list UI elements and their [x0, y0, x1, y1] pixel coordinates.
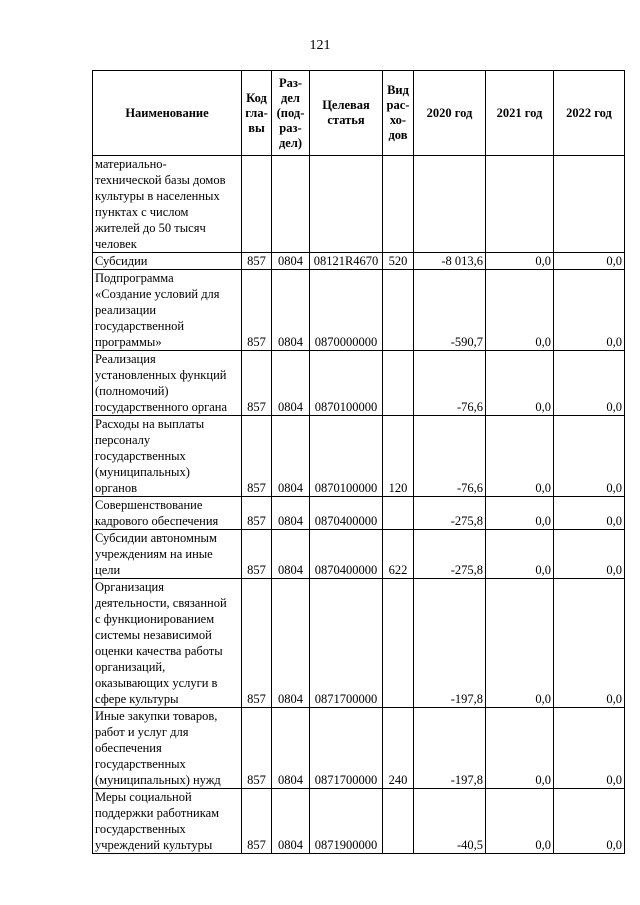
table-row [93, 270, 625, 351]
cell-year-2022: 0,0 [554, 416, 625, 497]
cell-target-article: 0870400000 [310, 497, 383, 530]
cell-year-2021: 0,0 [486, 530, 554, 579]
header-section: Раз- дел (под- раз- дел) [272, 71, 310, 156]
cell-chapter-code: 857 [242, 497, 272, 530]
cell-chapter-code: 857 [242, 579, 272, 708]
table-row [93, 579, 625, 708]
cell-chapter-code: 857 [242, 416, 272, 497]
cell-year-2020 [414, 156, 486, 253]
cell-year-2022: 0,0 [554, 253, 625, 270]
table-row [93, 789, 625, 854]
cell-chapter-code [242, 156, 272, 253]
cell-year-2021: 0,0 [486, 351, 554, 416]
header-year-2022: 2022 год [554, 71, 625, 156]
cell-year-2021: 0,0 [486, 789, 554, 854]
cell-target-article: 0871700000 [310, 708, 383, 789]
cell-year-2022: 0,0 [554, 579, 625, 708]
table-row [93, 497, 625, 530]
cell-year-2022: 0,0 [554, 270, 625, 351]
cell-expense-type: 520 [383, 253, 414, 270]
cell-section [272, 156, 310, 253]
cell-chapter-code: 857 [242, 789, 272, 854]
cell-year-2021 [486, 156, 554, 253]
table-header-row [93, 71, 625, 156]
cell-section: 0804 [272, 579, 310, 708]
cell-section: 0804 [272, 497, 310, 530]
cell-year-2020: -8 013,6 [414, 253, 486, 270]
cell-year-2021: 0,0 [486, 579, 554, 708]
cell-section: 0804 [272, 416, 310, 497]
cell-year-2021: 0,0 [486, 708, 554, 789]
table-row [93, 416, 625, 497]
cell-expense-type: 240 [383, 708, 414, 789]
cell-name: Меры социальной поддержки работникам государственных учреждений культуры [93, 789, 242, 854]
cell-name: Расходы на выплаты персоналу государственных (муниципальных) органов [93, 416, 242, 497]
budget-table [92, 70, 625, 854]
cell-year-2020: -197,8 [414, 579, 486, 708]
page-number: 121 [309, 38, 331, 53]
cell-year-2020: -197,8 [414, 708, 486, 789]
cell-target-article: 0870400000 [310, 530, 383, 579]
cell-target-article: 08121R4670 [310, 253, 383, 270]
cell-name: Субсидии [93, 253, 242, 270]
cell-section: 0804 [272, 789, 310, 854]
cell-chapter-code: 857 [242, 708, 272, 789]
cell-target-article: 0870100000 [310, 416, 383, 497]
cell-section: 0804 [272, 530, 310, 579]
cell-target-article: 0870000000 [310, 270, 383, 351]
cell-year-2021: 0,0 [486, 270, 554, 351]
cell-expense-type [383, 351, 414, 416]
cell-expense-type [383, 789, 414, 854]
cell-year-2020: -275,8 [414, 530, 486, 579]
cell-expense-type [383, 270, 414, 351]
cell-name: Реализация установленных функций (полномочий) государственного органа [93, 351, 242, 416]
table-row [93, 156, 625, 253]
header-expense-type: Вид рас- хо- дов [383, 71, 414, 156]
cell-year-2022: 0,0 [554, 351, 625, 416]
header-chapter-code: Код гла- вы [242, 71, 272, 156]
cell-chapter-code: 857 [242, 530, 272, 579]
cell-name: Совершенствование кадрового обеспечения [93, 497, 242, 530]
cell-chapter-code: 857 [242, 351, 272, 416]
cell-expense-type: 120 [383, 416, 414, 497]
cell-year-2022: 0,0 [554, 708, 625, 789]
table-row [93, 351, 625, 416]
cell-year-2020: -275,8 [414, 497, 486, 530]
table-row [93, 708, 625, 789]
cell-year-2020: -76,6 [414, 416, 486, 497]
cell-name: Подпрограмма «Создание условий для реализации государственной программы» [93, 270, 242, 351]
cell-target-article: 0871900000 [310, 789, 383, 854]
cell-chapter-code: 857 [242, 270, 272, 351]
cell-year-2020: -40,5 [414, 789, 486, 854]
cell-expense-type: 622 [383, 530, 414, 579]
cell-year-2022: 0,0 [554, 789, 625, 854]
cell-section: 0804 [272, 351, 310, 416]
cell-year-2020: -76,6 [414, 351, 486, 416]
cell-year-2021: 0,0 [486, 416, 554, 497]
cell-expense-type [383, 497, 414, 530]
cell-year-2020: -590,7 [414, 270, 486, 351]
cell-year-2021: 0,0 [486, 253, 554, 270]
cell-name: Иные закупки товаров, работ и услуг для обеспечения государственных (муниципальных) нужд [93, 708, 242, 789]
cell-year-2022 [554, 156, 625, 253]
header-target-article: Целевая статья [310, 71, 383, 156]
cell-year-2021: 0,0 [486, 497, 554, 530]
cell-year-2022: 0,0 [554, 530, 625, 579]
cell-name: материально- технической базы домов культуры в населенных пунктах с числом жителей до 50 тысяч человек [93, 156, 242, 253]
cell-section: 0804 [272, 270, 310, 351]
cell-section: 0804 [272, 708, 310, 789]
cell-expense-type [383, 579, 414, 708]
cell-expense-type [383, 156, 414, 253]
cell-section: 0804 [272, 253, 310, 270]
header-name: Наименование [93, 71, 242, 156]
header-year-2021: 2021 год [486, 71, 554, 156]
cell-target-article [310, 156, 383, 253]
cell-chapter-code: 857 [242, 253, 272, 270]
header-year-2020: 2020 год [414, 71, 486, 156]
cell-name: Организация деятельности, связанной с функционированием системы независимой оценки качества работы организаций, оказывающих услуги в сфере культуры [93, 579, 242, 708]
cell-target-article: 0870100000 [310, 351, 383, 416]
table-row [93, 253, 625, 270]
cell-target-article: 0871700000 [310, 579, 383, 708]
cell-name: Субсидии автономным учреждениям на иные цели [93, 530, 242, 579]
cell-year-2022: 0,0 [554, 497, 625, 530]
table-row [93, 530, 625, 579]
